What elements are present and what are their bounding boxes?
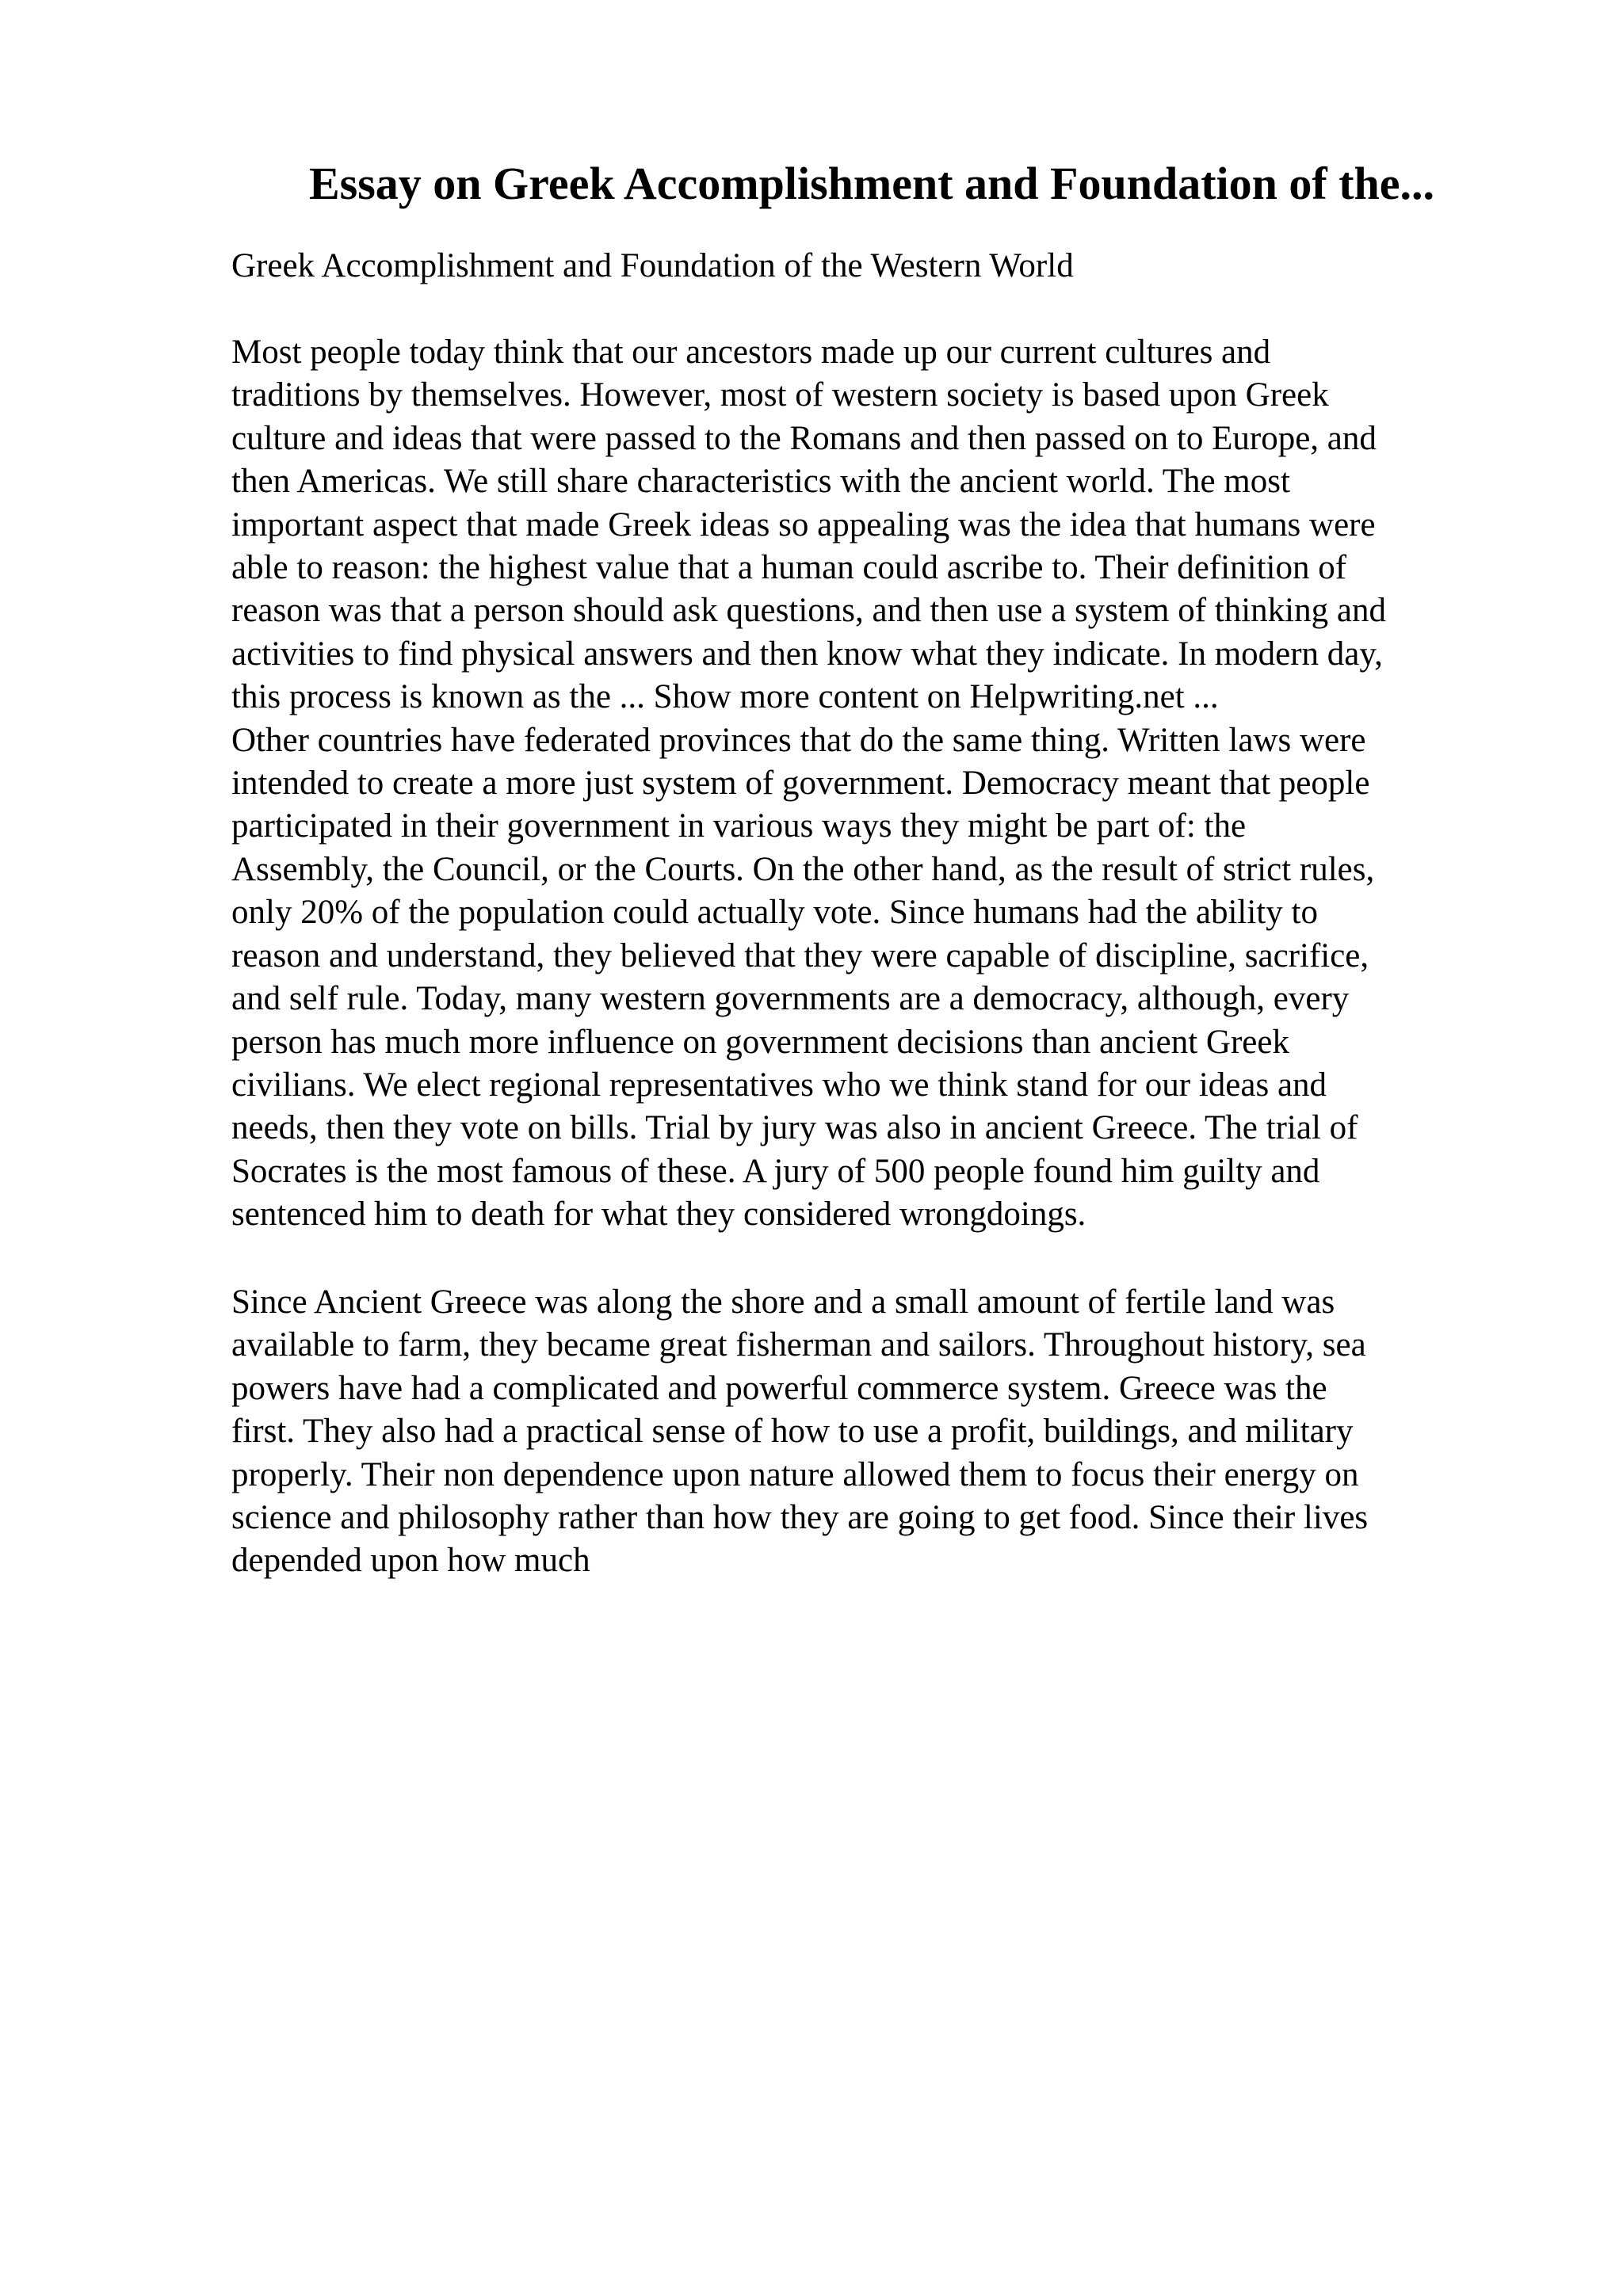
document-title: Essay on Greek Accomplishment and Foundation of the... <box>308 158 1435 209</box>
body-paragraph-2: Since Ancient Greece was along the shore and a small amount of fertile land was available to farm, they became great fisherman and sailors. Throughout history, sea powers have had a complicated and powerful commerce system. Greece was the first. They also had a practical sense of how to use a profit, buildings, and military properly. Their non dependence upon nature allowed them to focus their energy on science and philosophy rather than how they are going to get food. Since their lives depended upon how much <box>231 1283 1369 1580</box>
body-paragraph-1: Most people today think that our ancestors made up our current cultures and traditions by themselves. However, most of western society is based upon Greek culture and ideas that were passed to the Romans and then passed on to Europe, and then Americas. We still share characteristics with the ancient world. The most important aspect that made Greek ideas so appealing was the idea that humans were able to reason: the highest value that a human could ascribe to. Their definition of reason was that a person should ask questions, and then use a system of thinking and activities to find physical answers and then know what they indicate. In modern day, this process is known as the ... Show more content on Helpwriting.net ... Other countries have federated provinces that do the same thing. Written laws were intended to create a more just system of government. Democracy meant that people participated in their government in various ways they might be part of: the Assembly, the Council, or the Courts. On the other hand, as the result of strict rules, only 20% of the population could actually vote. Since humans had the ability to reason and understand, they believed that they were capable of discipline, sacrifice, and self rule. Today, many western governments are a democracy, although, every person has much more influence on government decisions than ancient Greek civilians. We elect regional representatives who we think stand for our ideas and needs, then they vote on bills. Trial by jury was also in ancient Greece. The trial of Socrates is the most famous of these. A jury of 500 people found him guilty and sentenced him to death for what they considered wrongdoings. <box>231 334 1386 1234</box>
document-subtitle: Greek Accomplishment and Foundation of the Western World <box>231 247 1074 284</box>
